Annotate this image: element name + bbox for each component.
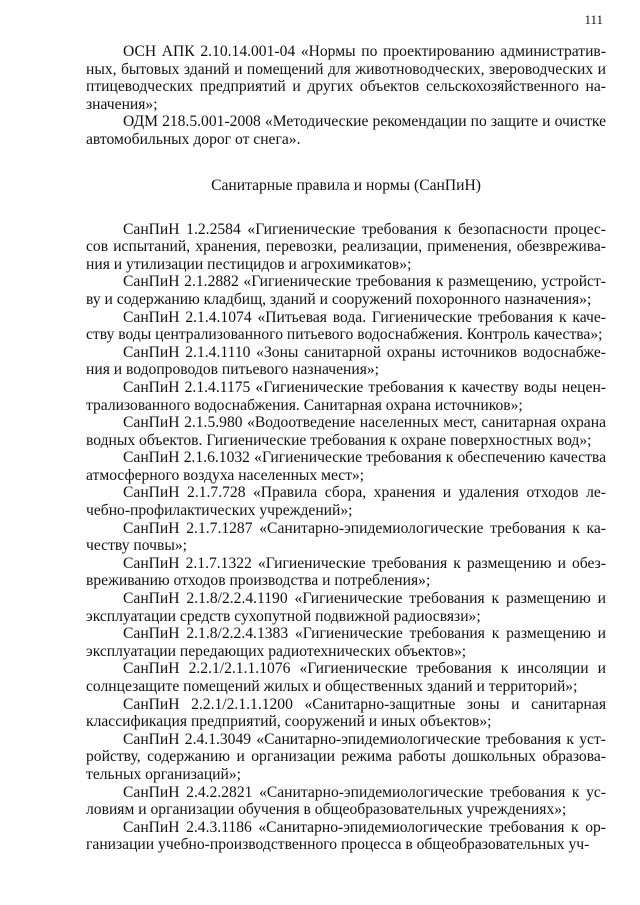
page-number: 111 — [584, 12, 603, 27]
sanpin-item: СанПиН 2.1.4.1175 «Гигиенические требования к качеству воды нецентрализованного водоснабжения. Санитарная охрана источников»; — [86, 378, 606, 414]
sanpin-item: СанПиН 2.1.7.1287 «Санитарно-эпидемиологические требования к качеству почвы»; — [86, 519, 606, 555]
sanpin-item: СанПиН 2.1.8/2.2.4.1190 «Гигиенические требования к размещению и эксплуатации средств сухопутной подвижной радиосвязи»; — [86, 590, 606, 625]
sanpin-item: СанПиН 2.4.3.1186 «Санитарно-эпидемиологические требования к организации учебно-производственного процесса в общеобразовательных уч- — [86, 818, 606, 854]
sanpin-item: СанПиН 2.1.7.1322 «Гигиенические требования к размещению и обезвреживанию отходов производства и потребления»; — [86, 554, 606, 590]
sanpin-item: СанПиН 2.4.2.2821 «Санитарно-эпидемиологические требования к условиям и организации обучения в общеобразовательных учреждениях»; — [86, 783, 606, 819]
sanpin-item: СанПиН 2.2.1/2.1.1.1076 «Гигиенические требования к инсоляции и солнцезащите помещений жилых и общественных зданий и территорий»; — [86, 660, 606, 695]
sanpin-item: СанПиН 2.4.1.3049 «Санитарно-эпидемиологические требования к устройству, содержанию и организации режима работы дошкольных образовательных организаций»; — [86, 730, 606, 783]
intro-paragraph-osn: ОСН АПК 2.10.14.001-04 «Нормы по проектированию административных, бытовых зданий и помещений для животноводческих, звероводческих и птицеводческих предприятий и других объектов сельскохозяйственного назначения»; — [86, 43, 606, 113]
section-heading: Санитарные правила и нормы (СанПиН) — [211, 176, 481, 194]
sanpin-item: СанПиН 2.1.8/2.2.4.1383 «Гигиенические требования к размещению и эксплуатации передающих радиотехнических объектов»; — [86, 625, 606, 660]
sanpin-item: СанПиН 2.1.5.980 «Водоотведение населенных мест, санитарная охрана водных объектов. Гигиенические требования к охране поверхностных вод»; — [86, 414, 606, 449]
document-body — [86, 43, 606, 854]
sanpin-item: СанПиН 2.1.4.1074 «Питьевая вода. Гигиенические требования к качеству воды централизованного питьевого водоснабжения. Контроль качества»; — [86, 308, 606, 344]
sanpin-item: СанПиН 2.1.2882 «Гигиенические требования к размещению, устройству и содержанию кладбищ, зданий и сооружений похоронного назначения»; — [86, 273, 606, 308]
intro-paragraph-odm: ОДМ 218.5.001-2008 «Методические рекомендации по защите и очистке автомобильных дорог от снега». — [86, 113, 606, 148]
sanpin-item: СанПиН 2.1.7.728 «Правила сбора, хранения и удаления отходов лечебно-профилактических учреждений»; — [86, 484, 606, 520]
sanpin-item: СанПиН 2.2.1/2.1.1.1200 «Санитарно-защитные зоны и санитарная классификация предприятий, сооружений и иных объектов»; — [86, 695, 606, 731]
sanpin-item: СанПиН 1.2.2584 «Гигиенические требования к безопасности процессов испытаний, хранения, перевозки, реализации, применения, обезвреживания и утилизации пестицидов и агрохимикатов»; — [86, 220, 606, 273]
sanpin-item: СанПиН 2.1.4.1110 «Зоны санитарной охраны источников водоснабжения и водопроводов питьевого назначения»; — [86, 343, 606, 379]
sanpin-item: СанПиН 2.1.6.1032 «Гигиенические требования к обеспечению качества атмосферного воздуха населенных мест»; — [86, 449, 606, 484]
